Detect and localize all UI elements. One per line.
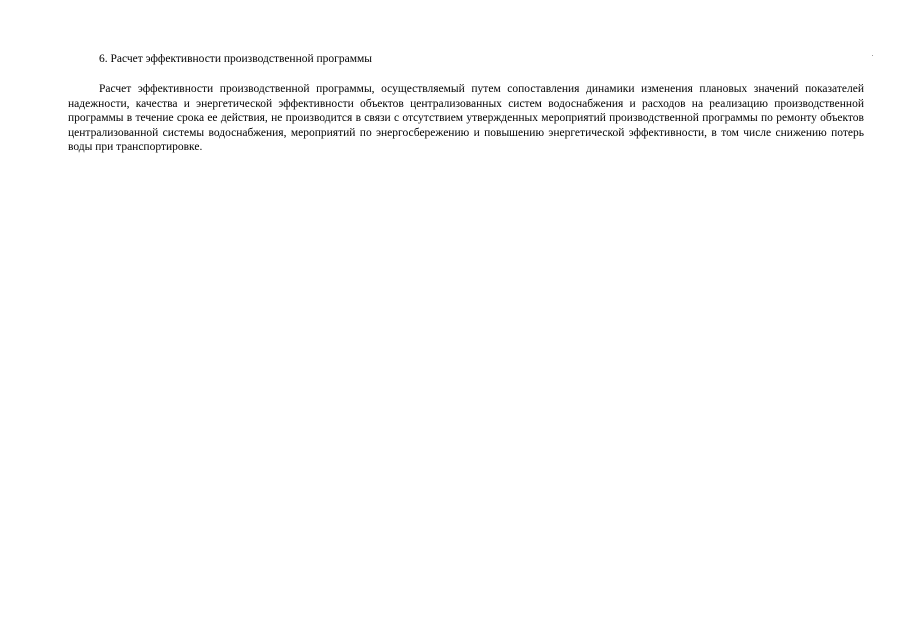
scan-speck bbox=[872, 55, 873, 56]
body-paragraph: Расчет эффективности производственной программы, осуществляемый путем сопоставления динамики изменения плановых значений показателей надежности, качества и энергетической эффективности объектов централизованных систем водоснабжения и расходов на реализацию производственной программы в течение срока ее действия, не производится в связи с отсутствием утвержденных мероприятий производственной программы по ремонту объектов централизованной системы водоснабжения, мероприятий по энергосбережению и повышению энергетической эффективности, в том числе снижению потерь воды при транспортировке. bbox=[68, 83, 864, 154]
section-heading: 6. Расчет эффективности производственной программы bbox=[99, 53, 373, 65]
